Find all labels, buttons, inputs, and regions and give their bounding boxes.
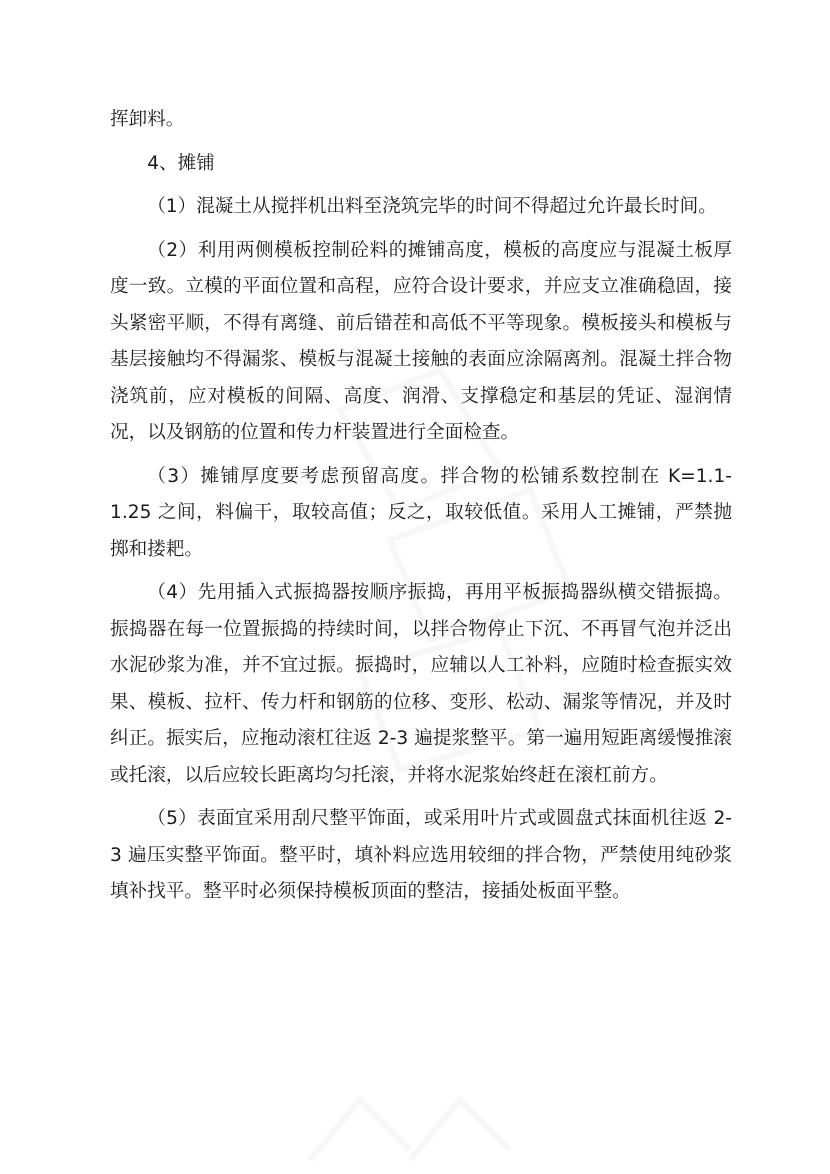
- document-body: [110, 102, 732, 911]
- section-heading: 4、摊铺: [147, 152, 215, 174]
- paragraph-continuation: 挥卸料。: [110, 109, 185, 130]
- paragraph-item-5: （5）表面宜采用刮尺整平饰面，或采用叶片式或圆盘式抹面机往返 2-3 遍压实整平饰面。整平时，填补料应选用较细的拌合物，严禁使用纯砂浆填补找平。整平时必须保持模板顶面的整洁，接插处板面平整。: [110, 808, 732, 902]
- watermark-bottom-icon: [300, 1080, 520, 1170]
- paragraph-item-1: （1）混凝土从搅拌机出料至浇筑完毕的时间不得超过允许最长时间。: [147, 196, 717, 217]
- paragraph-item-4: （4）先用插入式振捣器按顺序振捣，再用平板振捣器纵横交错振捣。振捣器在每一位置振捣的持续时间，以拌合物停止下沉、不再冒气泡并泛出水泥砂浆为准，并不宜过振。振捣时，应辅以人工补料，应随时检查振实效果、模板、拉杆、传力杆和钢筋的位移、变形、松动、漏浆等情况，并及时纠正。振实后，应拖动滚杠往返 2-3 遍提浆整平。第一遍用短距离缓慢推滚或托滚，以后应较长距离均匀托滚，并将水泥浆始终赶在滚杠前方。: [110, 582, 732, 786]
- paragraph-item-3: （3）摊铺厚度要考虑预留高度。拌合物的松铺系数控制在 K=1.1-1.25 之间，料偏干，取较高值；反之，取较低值。采用人工摊铺，严禁抛掷和搂耙。: [110, 465, 732, 560]
- paragraph-item-2: （2）利用两侧模板控制砼料的摊铺高度，模板的高度应与混凝土板厚度一致。立模的平面位置和高程，应符合设计要求，并应支立准确稳固，接头紧密平顺，不得有离缝、前后错茬和高低不平等现象。模板接头和模板与基层接触均不得漏浆、模板与混凝土接触的表面应涂隔离剂。混凝土拌合物浇筑前，应对模板的间隔、高度、润滑、支撑稳定和基层的凭证、湿润情况，以及钢筋的位置和传力杆装置进行全面检查。: [110, 239, 732, 443]
